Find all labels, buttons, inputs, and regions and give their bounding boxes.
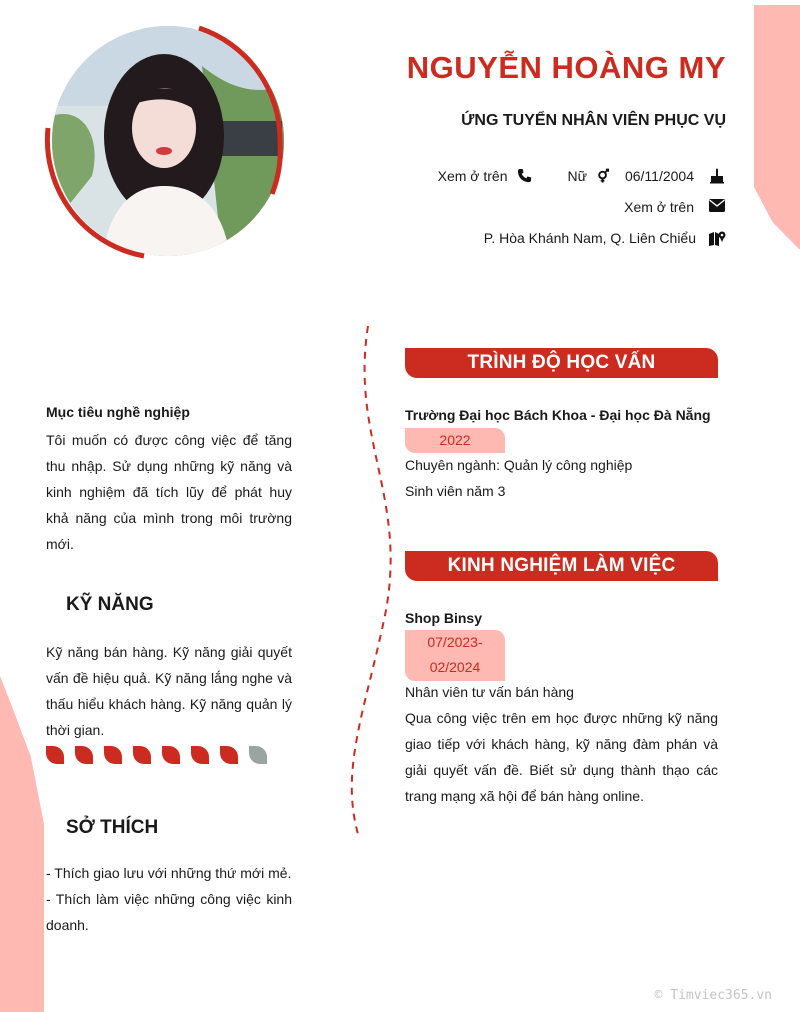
skills-text: Kỹ năng bán hàng. Kỹ năng giải quyết vấn đề hiệu quả. Kỹ năng lắng nghe và thấu hiểu khách hàng. Kỹ năng quản lý thời gian. xyxy=(46,644,292,738)
rating-dot-filled xyxy=(75,746,93,764)
skills-title: KỸ NĂNG xyxy=(66,594,154,615)
experience-role: Nhân viên tư vấn bán hàng xyxy=(405,684,574,700)
rating-dot-filled xyxy=(162,746,180,764)
watermark: © Timviec365.vn xyxy=(654,988,772,1003)
gender-icon xyxy=(595,168,613,184)
rating-dot-filled xyxy=(104,746,122,764)
address-text: P. Hòa Khánh Nam, Q. Liên Chiểu xyxy=(483,230,696,246)
envelope-icon xyxy=(708,199,726,215)
education-year: 2022 xyxy=(405,428,505,453)
rating-dot-empty xyxy=(249,746,267,764)
phone-icon xyxy=(515,168,533,184)
experience-date-end: 02/2024 xyxy=(429,659,481,675)
education-school: Trường Đại học Bách Khoa - Đại học Đà Nẵng xyxy=(405,407,711,423)
hobby-item: - Thích làm việc những công việc kinh doanh. xyxy=(46,891,292,933)
map-icon xyxy=(708,230,726,246)
rating-dot-filled xyxy=(46,746,64,764)
hobby-list xyxy=(46,860,292,938)
education-status: Sinh viên năm 3 xyxy=(405,483,506,499)
skills-rating xyxy=(46,746,267,764)
experience-dates xyxy=(405,630,505,681)
cake-icon xyxy=(708,168,726,184)
contact-row-1 xyxy=(438,168,726,184)
hobby-item: - Thích giao lưu với những thứ mới mẻ. xyxy=(46,865,292,881)
experience-section-title: KINH NGHIỆM LÀM VIỆC xyxy=(405,551,718,581)
candidate-name: NGUYỄN HOÀNG MY xyxy=(406,50,726,85)
gender-text: Nữ xyxy=(567,168,587,184)
avatar-ring xyxy=(44,24,288,260)
rating-dot-filled xyxy=(133,746,151,764)
education-major: Chuyên ngành: Quản lý công nghiệp xyxy=(405,457,633,473)
contact-row-3 xyxy=(484,230,726,246)
hobby-title: SỞ THÍCH xyxy=(66,817,159,838)
experience-company: Shop Binsy xyxy=(405,610,483,626)
experience-date-start: 07/2023- xyxy=(427,634,483,650)
objective-title: Mục tiêu nghề nghiệp xyxy=(46,404,190,420)
birthday-text: 06/11/2004 xyxy=(624,168,694,184)
education-section-title: TRÌNH ĐỘ HỌC VẤN xyxy=(405,348,718,378)
applied-position: ỨNG TUYỂN NHÂN VIÊN PHỤC VỤ xyxy=(461,112,726,129)
objective-text: Tôi muốn có được công việc để tăng thu nhập. Sử dụng những kỹ năng và kinh nghiệm đã tích lũy để phát huy khả năng của mình trong môi trường mới. xyxy=(46,432,292,552)
experience-description: Qua công việc trên em học được những kỹ năng giao tiếp với khách hàng, kỹ năng đàm phán và giải quyết vấn đề. Biết sử dụng thành thạo các trang mạng xã hội để bán hàng online. xyxy=(405,710,718,804)
wavy-divider xyxy=(340,320,400,840)
email-text: Xem ở trên xyxy=(624,199,694,215)
phone-text: Xem ở trên xyxy=(437,168,508,184)
rating-dot-filled xyxy=(191,746,209,764)
rating-dot-filled xyxy=(220,746,238,764)
contact-row-2 xyxy=(624,199,726,215)
decor-shape-bottom-left xyxy=(0,676,44,1012)
